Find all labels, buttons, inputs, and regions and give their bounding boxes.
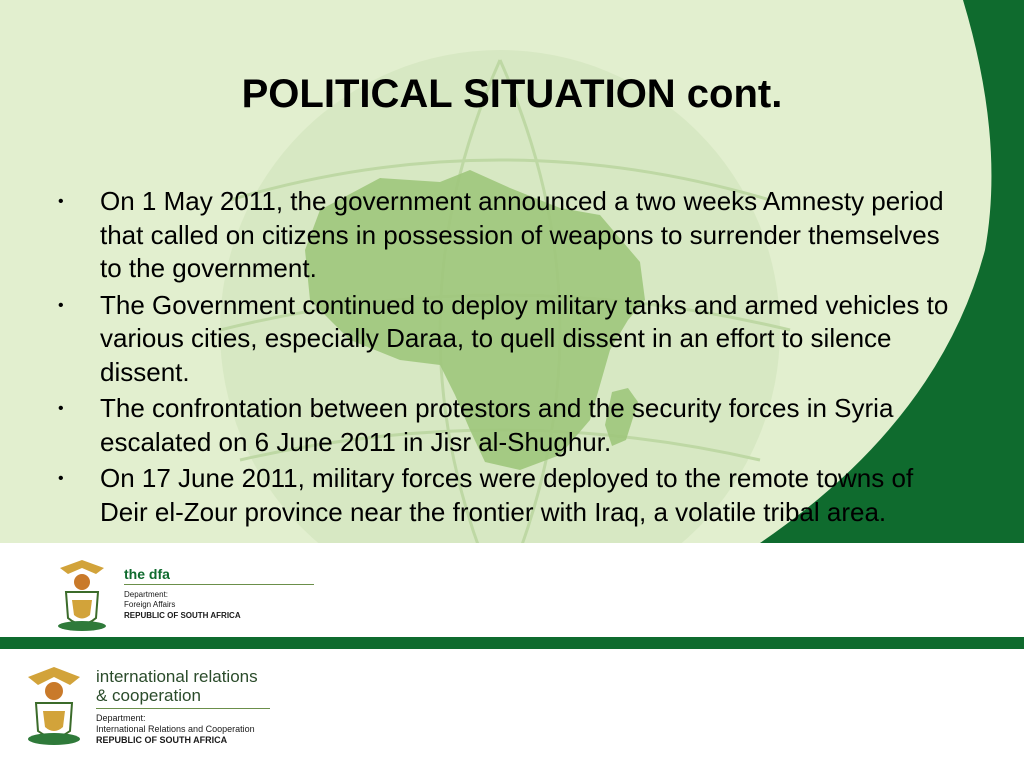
bullet-item: • The Government continued to deploy military tanks and armed vehicles to various cities, especially Daraa, to quell dissent in an effort to silence dissent.	[58, 289, 949, 387]
bullet-item: • On 1 May 2011, the government announced a two weeks Amnesty period that called on citizens in possession of weapons to surrender themselves to the government.	[58, 186, 944, 283]
dfa-logo: the dfa Department: Foreign Affairs REPUBLIC OF SOUTH AFRICA	[50, 560, 280, 635]
bullet-item: • The confrontation between protestors and the security forces in Syria escalated on 6 June 2011 in Jisr al-Shughur.	[58, 393, 894, 457]
coat-of-arms-icon	[22, 665, 86, 747]
bullet-item: • On 17 June 2011, military forces were deployed to the remote towns of Deir el-Zour province near the frontier with Iraq, a volatile tribal area.	[58, 463, 914, 527]
slide-title: POLITICAL SITUATION cont.	[241, 72, 783, 116]
bullet-list	[58, 185, 968, 532]
bullet-icon: •	[58, 296, 64, 314]
bullet-icon: •	[58, 470, 64, 487]
dirco-logo: international relations & cooperation Department: International Relations and Cooperation REPUBLIC OF SOUTH AFRICA	[22, 665, 302, 755]
coat-of-arms-icon	[50, 560, 114, 635]
bullet-icon: •	[58, 193, 64, 210]
bullet-icon: •	[58, 400, 64, 417]
green-divider-bar	[0, 637, 1024, 649]
